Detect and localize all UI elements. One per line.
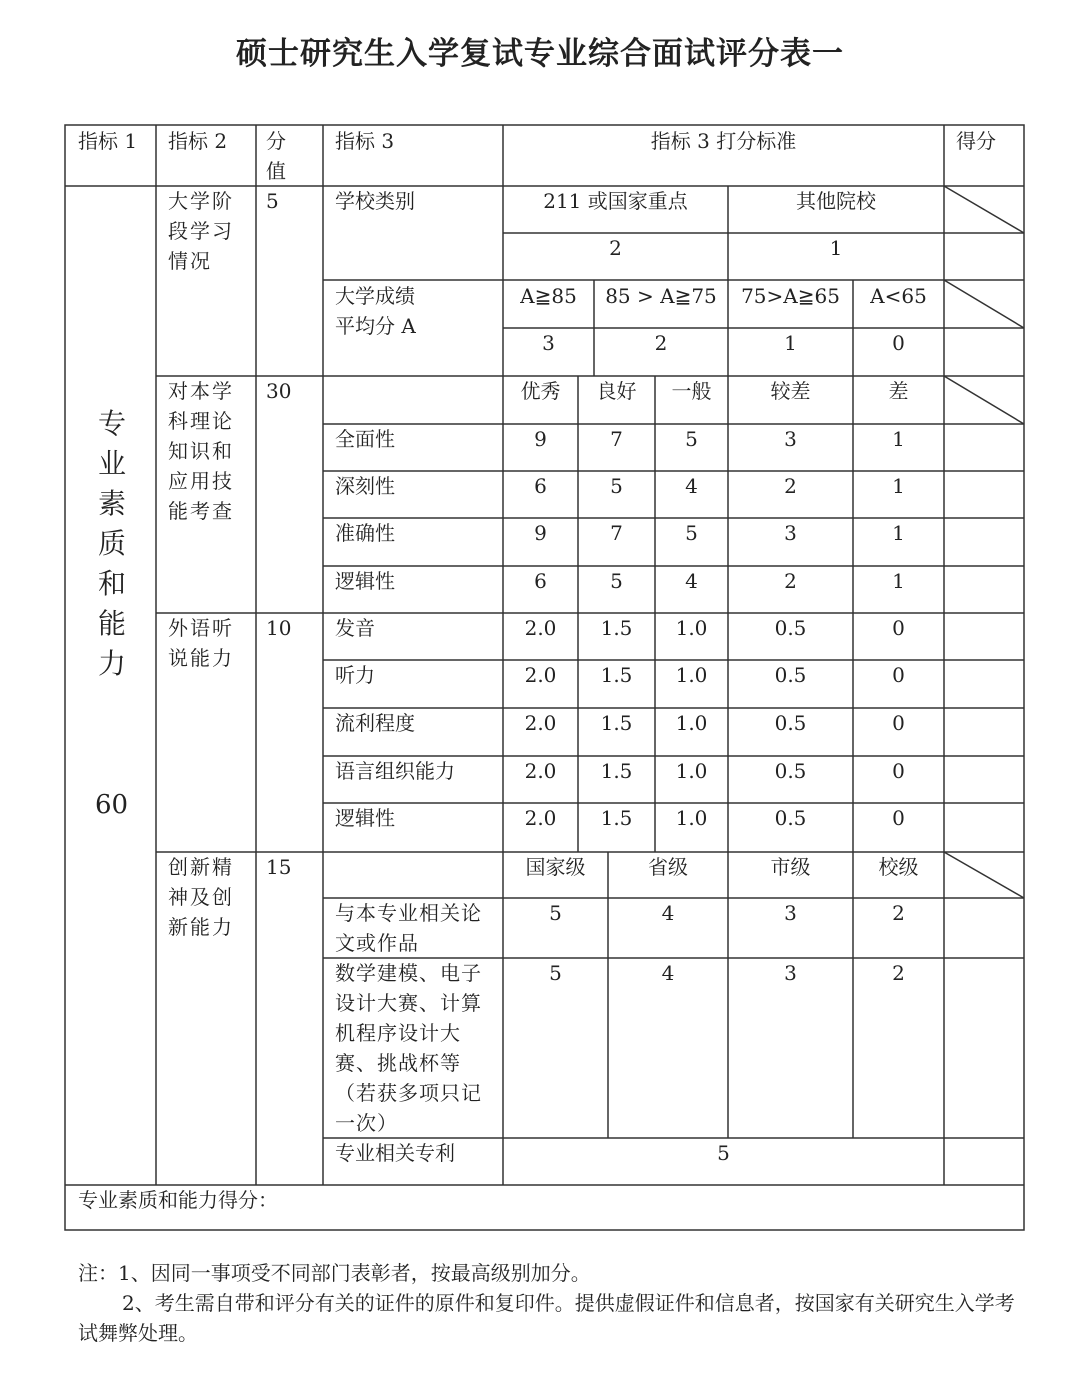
language-cell: 0 [892,663,905,687]
theory-cell: 4 [685,569,698,593]
contest-score: 5 [549,961,562,985]
gpa-range-2: 85 > A≧75 [605,284,717,308]
language-cell: 1.0 [675,711,708,735]
theory-cell: 5 [685,427,698,451]
contest-score: 2 [892,961,905,985]
theory-cell: 9 [534,521,547,545]
language-row-label: 流利程度 [335,711,415,735]
level-label: 国家级 [525,855,586,879]
theory-row-label: 逻辑性 [335,569,395,593]
gpa-score-3: 1 [784,331,797,355]
language-cell: 1.0 [675,759,708,783]
contest-score: 3 [784,961,797,985]
gpa-label: 大学成绩平均分 A [335,284,416,338]
gpa-score-1: 3 [542,331,555,355]
theory-cell: 1 [892,569,905,593]
language-cell: 1.5 [600,663,633,687]
header-indicator-1: 指标 1 [78,129,138,153]
paper-label: 与本专业相关论文或作品 [335,901,482,955]
language-cell: 0.5 [774,616,807,640]
language-cell: 0 [892,759,905,783]
school-type-label: 学校类别 [335,189,415,213]
theory-cell: 2 [784,474,797,498]
language-cell: 1.5 [600,711,633,735]
language-cell: 2.0 [524,616,557,640]
language-cell: 2.0 [524,711,557,735]
contest-label: 数学建模、电子设计大赛、计算机程序设计大赛、挑战杯等（若获多项只记一次） [335,961,482,1135]
contest-score: 4 [661,961,675,985]
patent-score: 5 [717,1141,730,1165]
theory-cell: 3 [784,427,797,451]
header-indicator-3: 指标 3 [335,129,395,153]
theory-row-label: 深刻性 [335,474,395,498]
language-cell: 1.0 [675,616,708,640]
school-type-option-1: 211 或国家重点 [543,189,688,213]
language-cell: 2.0 [524,759,557,783]
theory-cell: 7 [610,427,623,451]
language-cell: 0 [892,711,905,735]
gpa-score-4: 0 [892,331,905,355]
theory-row-label: 准确性 [335,521,395,545]
note-2: 2、考生需自带和评分有关的证件的原件和复印件。提供虚假证件和信息者，按国家有关研究生入学考试舞弊处理。 [78,1291,1015,1345]
gpa-range-3: 75>A≧65 [741,284,840,308]
grade-label: 差 [888,379,909,403]
gpa-range-1: A≧85 [520,284,577,308]
theory-cell: 9 [534,427,547,451]
theory-cell: 5 [685,521,698,545]
paper-score: 2 [892,901,905,925]
theory-cell: 7 [610,521,623,545]
gpa-score-2: 2 [654,331,668,355]
gpa-range-4: A<65 [870,284,927,308]
language-cell: 1.5 [600,616,633,640]
paper-score: 4 [661,901,675,925]
theory-cell: 5 [610,474,623,498]
language-cell: 0.5 [774,759,807,783]
language-cell: 2.0 [524,806,557,830]
school-type-score-1: 2 [609,236,622,260]
grade-label: 一般 [671,379,712,403]
header-score: 得分 [956,129,996,153]
language-cell: 1.5 [600,806,633,830]
school-type-score-2: 1 [829,236,843,260]
language-row-label: 逻辑性 [335,806,395,830]
category-name: 专业素质和能力 [97,407,126,680]
footer-score-label: 专业素质和能力得分： [78,1188,278,1212]
language-cell: 1.5 [600,759,633,783]
language-row-label: 听力 [335,663,375,687]
language-cell: 1.0 [675,806,708,830]
theory-row-label: 全面性 [335,427,395,451]
theory-cell: 1 [892,521,905,545]
section-language-name: 外语听说能力 [168,616,234,670]
theory-cell: 3 [784,521,797,545]
language-cell: 2.0 [524,663,557,687]
header-score-value: 分值 [266,129,286,183]
section-university-name: 大学阶段学习情况 [168,189,234,273]
language-row-label: 发音 [335,616,375,640]
section-innovation-points: 15 [266,855,292,879]
theory-cell: 5 [610,569,623,593]
school-type-option-2: 其他院校 [796,189,876,213]
language-cell: 1.0 [675,663,708,687]
paper-score: 3 [784,901,797,925]
category-total: 60 [95,790,129,820]
section-language-points: 10 [266,616,292,640]
theory-cell: 6 [534,474,547,498]
language-cell: 0 [892,616,905,640]
theory-cell: 6 [534,569,547,593]
theory-cell: 1 [892,427,905,451]
language-cell: 0.5 [774,663,807,687]
header-indicator-2: 指标 2 [168,129,228,153]
grade-label: 较差 [770,379,811,403]
language-cell: 0 [892,806,905,830]
language-row-label: 语言组织能力 [335,759,455,783]
section-innovation-name: 创新精神及创新能力 [168,855,234,939]
header-criteria: 指标 3 打分标准 [650,129,797,153]
patent-label: 专业相关专利 [335,1141,455,1165]
section-theory-name: 对本学科理论知识和应用技能考查 [168,379,234,523]
theory-cell: 1 [892,474,905,498]
level-label: 校级 [878,855,919,879]
language-cell: 0.5 [774,806,807,830]
theory-cell: 2 [784,569,797,593]
level-label: 省级 [648,855,688,879]
paper-score: 5 [549,901,562,925]
level-label: 市级 [770,855,811,879]
grade-label: 优秀 [520,379,561,403]
page-title: 硕士研究生入学复试专业综合面试评分表一 [236,36,844,72]
section-university-points: 5 [266,189,279,213]
note-1: 注：1、因同一事项受不同部门表彰者，按最高级别加分。 [78,1261,591,1285]
grade-label: 良好 [596,379,637,403]
section-theory-points: 30 [266,379,292,403]
language-cell: 0.5 [774,711,807,735]
theory-cell: 4 [685,474,698,498]
